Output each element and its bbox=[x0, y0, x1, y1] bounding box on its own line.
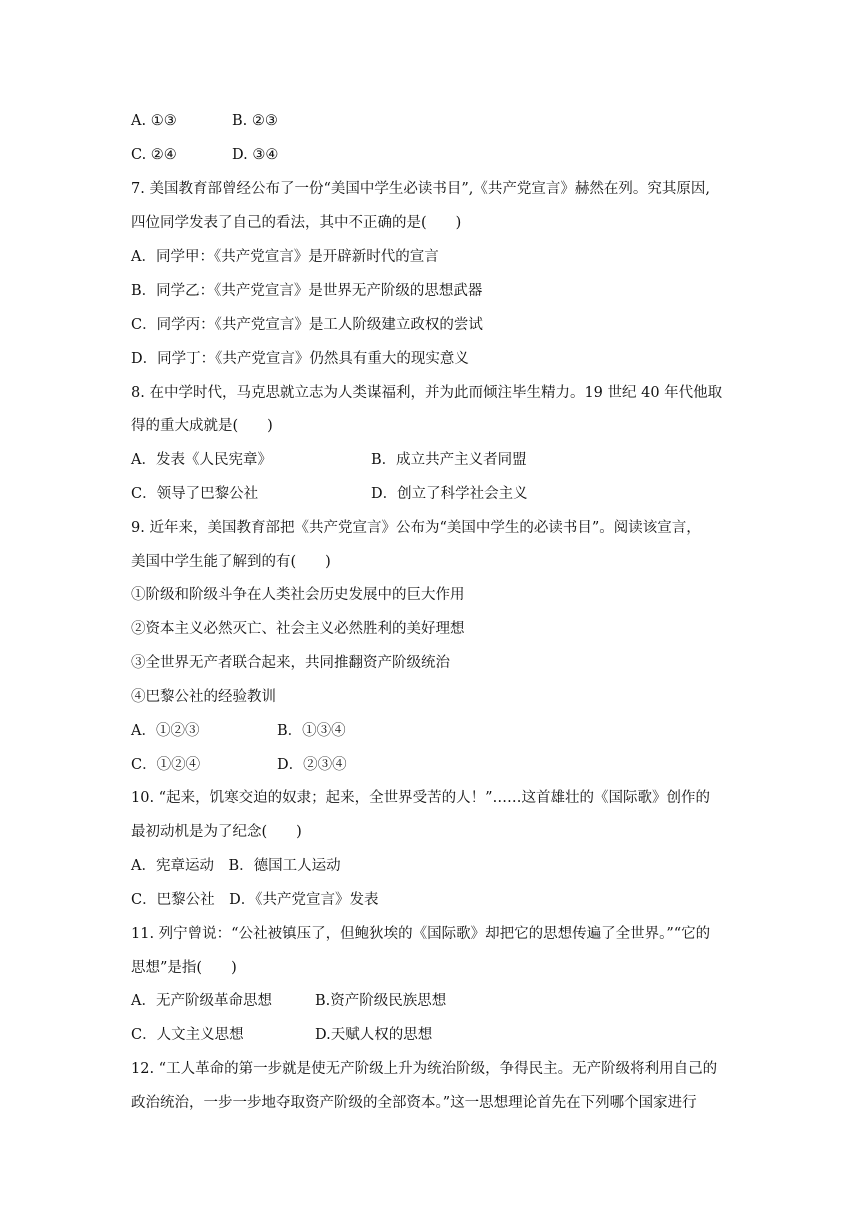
q9-stem-line2: 美国中学生能了解到的有( ) bbox=[131, 554, 331, 570]
q8-option-b: B．成立共产主义者同盟 bbox=[371, 452, 527, 468]
q9-item-1: ①阶级和阶级斗争在人类社会历史发展中的巨大作用 bbox=[131, 587, 465, 603]
q9-item-3: ③全世界无产者联合起来，共同推翻资产阶级统治 bbox=[131, 655, 450, 671]
q9-option-a: A．①②③ bbox=[131, 723, 200, 739]
q11-stem-line2: 思想”是指( ) bbox=[131, 960, 237, 976]
q10-options-ab: A．宪章运动 B．德国工人运动 bbox=[131, 858, 341, 874]
q9-option-c: C．①②④ bbox=[131, 757, 201, 773]
q11-option-a: A．无产阶级革命思想 bbox=[131, 993, 272, 1009]
q7-option-d: D．同学丁：《共产党宣言》仍然具有重大的现实意义 bbox=[131, 351, 469, 367]
q11-option-c: C．人文主义思想 bbox=[131, 1027, 244, 1043]
q7-stem-line1: 7. 美国教育部曾经公布了一份“美国中学生必读书目”,《共产党宣言》赫然在列。究其原因, bbox=[131, 181, 710, 197]
q9-option-d: D．②③④ bbox=[277, 757, 347, 773]
q9-stem-line1: 9. 近年来，美国教育部把《共产党宣言》公布为“美国中学生的必读书目”。阅读该宣言， bbox=[131, 520, 701, 536]
q12-stem-line1: 12. “工人革命的第一步就是使无产阶级上升为统治阶级，争得民主。无产阶级将利用自己的 bbox=[131, 1061, 718, 1077]
q8-option-a: A．发表《人民宪章》 bbox=[131, 452, 272, 468]
q11-option-d: D.天赋人权的思想 bbox=[315, 1027, 433, 1043]
q6-option-c: C. ②④ bbox=[131, 147, 177, 163]
q7-option-a: A．同学甲：《共产党宣言》是开辟新时代的宣言 bbox=[131, 249, 439, 265]
q9-option-b: B．①③④ bbox=[277, 723, 346, 739]
q10-stem-line1: 10. “起来，饥寒交迫的奴隶；起来，全世界受苦的人！”……这首雄壮的《国际歌》创作的 bbox=[131, 790, 710, 806]
q8-stem-line2: 得的重大成就是( ) bbox=[131, 418, 273, 434]
q6-option-a: A. ①③ bbox=[131, 113, 177, 129]
q6-option-b: B. ②③ bbox=[232, 113, 278, 129]
q10-stem-line2: 最初动机是为了纪念( ) bbox=[131, 824, 302, 840]
q12-stem-line2: 政治统治，一步一步地夺取资产阶级的全部资本。”这一思想理论首先在下列哪个国家进行 bbox=[131, 1095, 697, 1111]
q8-stem-line1: 8. 在中学时代，马克思就立志为人类谋福利，并为此而倾注毕生精力。19 世纪 40 年代他取 bbox=[131, 385, 723, 401]
q9-item-2: ②资本主义必然灭亡、社会主义必然胜利的美好理想 bbox=[131, 621, 465, 637]
q7-option-b: B．同学乙：《共产党宣言》是世界无产阶级的思想武器 bbox=[131, 283, 483, 299]
q11-stem-line1: 11. 列宁曾说：“公社被镇压了，但鲍狄埃的《国际歌》却把它的思想传遍了全世界。”“它的 bbox=[131, 926, 711, 942]
q6-option-d: D. ③④ bbox=[232, 147, 279, 163]
q8-option-c: C．领导了巴黎公社 bbox=[131, 486, 259, 502]
q8-option-d: D．创立了科学社会主义 bbox=[371, 486, 528, 502]
q7-option-c: C．同学丙：《共产党宣言》是工人阶级建立政权的尝试 bbox=[131, 317, 483, 333]
q11-option-b: B.资产阶级民族思想 bbox=[315, 993, 447, 1009]
q7-stem-line2: 四位同学发表了自己的看法，其中不正确的是( ) bbox=[131, 215, 462, 231]
q10-options-cd: C．巴黎公社 D．《共产党宣言》发表 bbox=[131, 892, 379, 908]
q9-item-4: ④巴黎公社的经验教训 bbox=[131, 689, 276, 705]
